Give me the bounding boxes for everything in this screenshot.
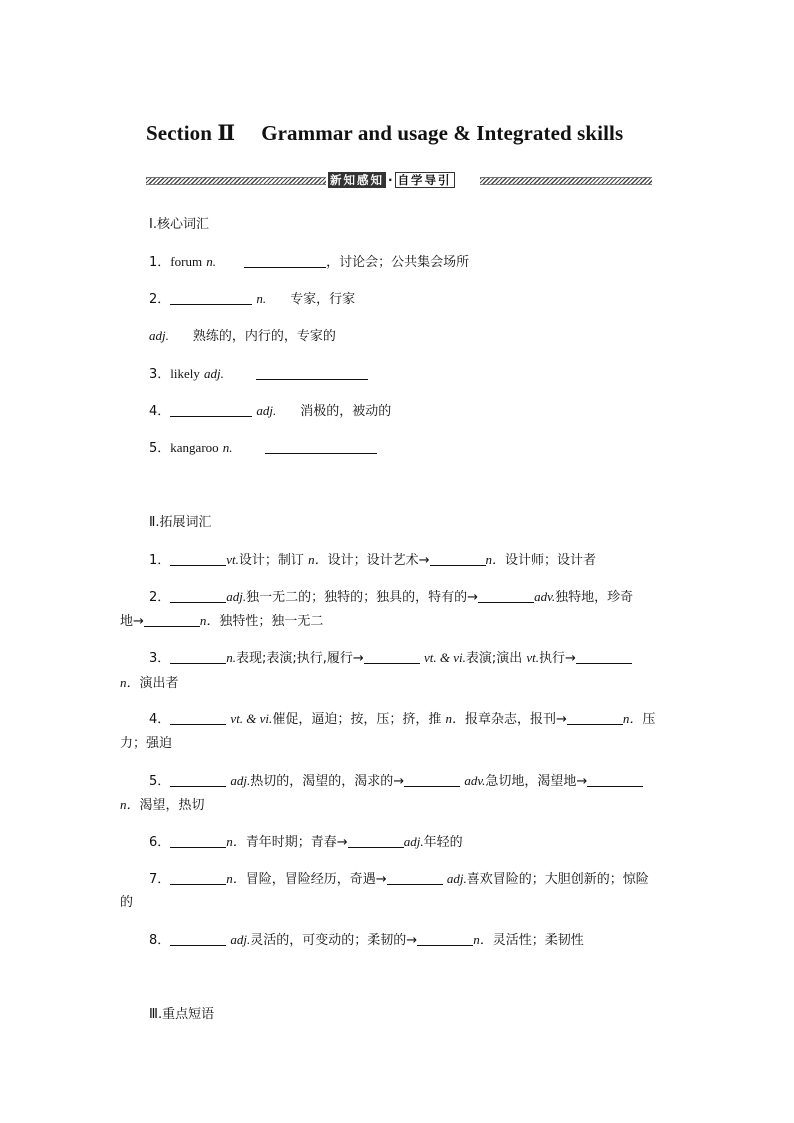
- answer-blank[interactable]: [417, 932, 473, 946]
- vocab-item: 8． adj.灵活的，可变动的；柔韧的→ n．灵活性；柔韧性: [149, 932, 584, 948]
- answer-blank[interactable]: [348, 834, 404, 848]
- banner-dot: ·: [388, 173, 393, 187]
- answer-blank[interactable]: [170, 552, 226, 566]
- vocab-item: 3． n.表现;表演;执行,履行→ vt. & vi.表演;演出 vt.执行→: [149, 649, 632, 668]
- section-topic: Grammar and usage & Integrated skills: [261, 121, 624, 145]
- answer-blank[interactable]: [256, 366, 368, 380]
- answer-blank[interactable]: [170, 589, 226, 603]
- answer-blank[interactable]: [170, 403, 252, 417]
- answer-blank[interactable]: [170, 834, 226, 848]
- section-banner: [146, 172, 654, 188]
- vocab-item: 5． adj.热切的，渴望的，渴求的→ adv.急切地，渴望地→: [149, 772, 643, 791]
- vocab-item: 5．kangaroo n.: [149, 439, 377, 458]
- answer-blank[interactable]: [170, 773, 226, 787]
- answer-blank[interactable]: [170, 650, 226, 664]
- answer-blank[interactable]: [170, 711, 226, 725]
- answer-blank[interactable]: [364, 650, 420, 664]
- vocab-item: 1． vt.设计；制订 n．设计；设计艺术→ n．设计师；设计者: [149, 552, 597, 568]
- part2-heading: Ⅱ.拓展词汇: [149, 515, 212, 530]
- banner-rule-left: [146, 177, 326, 185]
- vocab-item: 6． n．青年时期；青春→ adj.年轻的: [149, 834, 463, 850]
- answer-blank[interactable]: [567, 711, 623, 725]
- vocab-item-continuation: n．演出者: [120, 675, 179, 691]
- banner-badge: [328, 172, 455, 188]
- vocab-item-continuation: adj. 熟练的，内行的，专家的: [149, 328, 336, 344]
- banner-label-self-study: 自学导引: [395, 172, 455, 188]
- vocab-item: 2． adj.独一无二的；独特的；独具的，特有的→ adv.独特地，珍奇: [149, 589, 634, 605]
- banner-rule-right: [480, 177, 652, 185]
- vocab-item: 1．forum n. ，讨论会；公共集会场所: [149, 254, 470, 270]
- answer-blank[interactable]: [265, 440, 377, 454]
- answer-blank[interactable]: [404, 773, 460, 787]
- vocab-item-continuation: 力；强迫: [120, 736, 173, 751]
- answer-blank[interactable]: [430, 552, 486, 566]
- answer-blank[interactable]: [170, 871, 226, 885]
- answer-blank[interactable]: [478, 589, 534, 603]
- vocab-item-continuation: n．渴望，热切: [120, 797, 205, 813]
- banner-label-new-knowledge: 新知感知: [330, 173, 384, 187]
- part1-heading: Ⅰ.核心词汇: [149, 217, 209, 232]
- vocab-item-continuation: 地→ n．独特性；独一无二: [120, 613, 324, 629]
- vocab-item: 4． vt. & vi.催促，逼迫；按，压；挤，推 n．报章杂志，报刊→ n．压: [149, 711, 656, 727]
- vocab-item: 7． n．冒险，冒险经历，奇遇→ adj.喜欢冒险的；大胆创新的；惊险: [149, 871, 649, 887]
- answer-blank[interactable]: [576, 650, 632, 664]
- vocab-item: 2． n. 专家，行家: [149, 291, 356, 307]
- vocab-item: 3．likely adj.: [149, 365, 368, 384]
- part3-heading: Ⅲ.重点短语: [149, 1007, 215, 1022]
- answer-blank[interactable]: [170, 291, 252, 305]
- page-title: [146, 120, 623, 146]
- vocab-item: 4． adj. 消极的，被动的: [149, 403, 392, 419]
- answer-blank[interactable]: [587, 773, 643, 787]
- answer-blank[interactable]: [244, 254, 326, 268]
- answer-blank[interactable]: [387, 871, 443, 885]
- answer-blank[interactable]: [144, 613, 200, 627]
- vocab-item-continuation: 的: [120, 895, 134, 910]
- section-label: Section Ⅱ: [146, 121, 236, 145]
- answer-blank[interactable]: [170, 932, 226, 946]
